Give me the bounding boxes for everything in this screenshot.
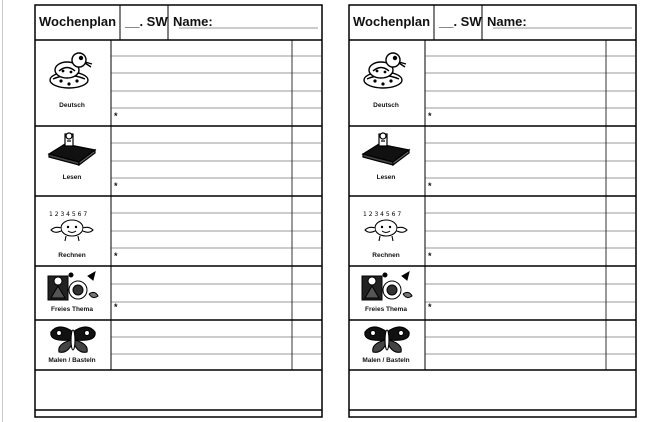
book-icon <box>359 132 413 166</box>
plan-title: Wochenplan <box>353 14 431 29</box>
page-edge <box>2 0 3 422</box>
nature-collage-icon <box>359 270 415 304</box>
note-mark: * <box>114 251 118 261</box>
note-mark: * <box>428 251 432 261</box>
svg-text:1 2 3 4 5 6 7: 1 2 3 4 5 6 7 <box>363 211 402 218</box>
name-label: Name: <box>487 14 527 29</box>
plan-title: Wochenplan <box>39 14 117 29</box>
subject-label-freies-thema: Freies Thema <box>365 306 407 313</box>
week-field[interactable]: __. SW <box>125 14 168 29</box>
butterfly-icon <box>359 324 415 356</box>
subject-label-lesen: Lesen <box>376 174 396 181</box>
subject-label-malen-basteln: Malen / Basteln <box>48 357 96 364</box>
subject-label-deutsch: Deutsch <box>59 102 85 109</box>
note-mark: * <box>114 181 118 191</box>
subject-label-rechnen: Rechnen <box>372 252 400 259</box>
subject-label-deutsch: Deutsch <box>373 102 399 109</box>
subject-label-malen-basteln: Malen / Basteln <box>362 357 410 364</box>
butterfly-icon <box>45 324 101 356</box>
snake-icon <box>359 50 411 92</box>
note-mark: * <box>114 302 118 312</box>
subject-label-rechnen: Rechnen <box>58 252 86 259</box>
subject-label-freies-thema: Freies Thema <box>51 306 93 313</box>
subject-label-lesen: Lesen <box>62 174 82 181</box>
note-mark: * <box>428 111 432 121</box>
note-mark: * <box>428 302 432 312</box>
nature-collage-icon <box>45 270 101 304</box>
weekly-plan-sheet-left <box>34 0 324 422</box>
week-field[interactable]: __. SW <box>439 14 482 29</box>
svg-text:1 2 3 4 5 6 7: 1 2 3 4 5 6 7 <box>49 211 88 218</box>
book-icon <box>45 132 99 166</box>
note-mark: * <box>428 181 432 191</box>
weekly-plan-sheet-right <box>348 0 638 422</box>
name-label: Name: <box>173 14 213 29</box>
note-mark: * <box>114 111 118 121</box>
snake-icon <box>45 50 97 92</box>
numbers-child-icon <box>359 208 413 242</box>
numbers-child-icon <box>45 208 99 242</box>
